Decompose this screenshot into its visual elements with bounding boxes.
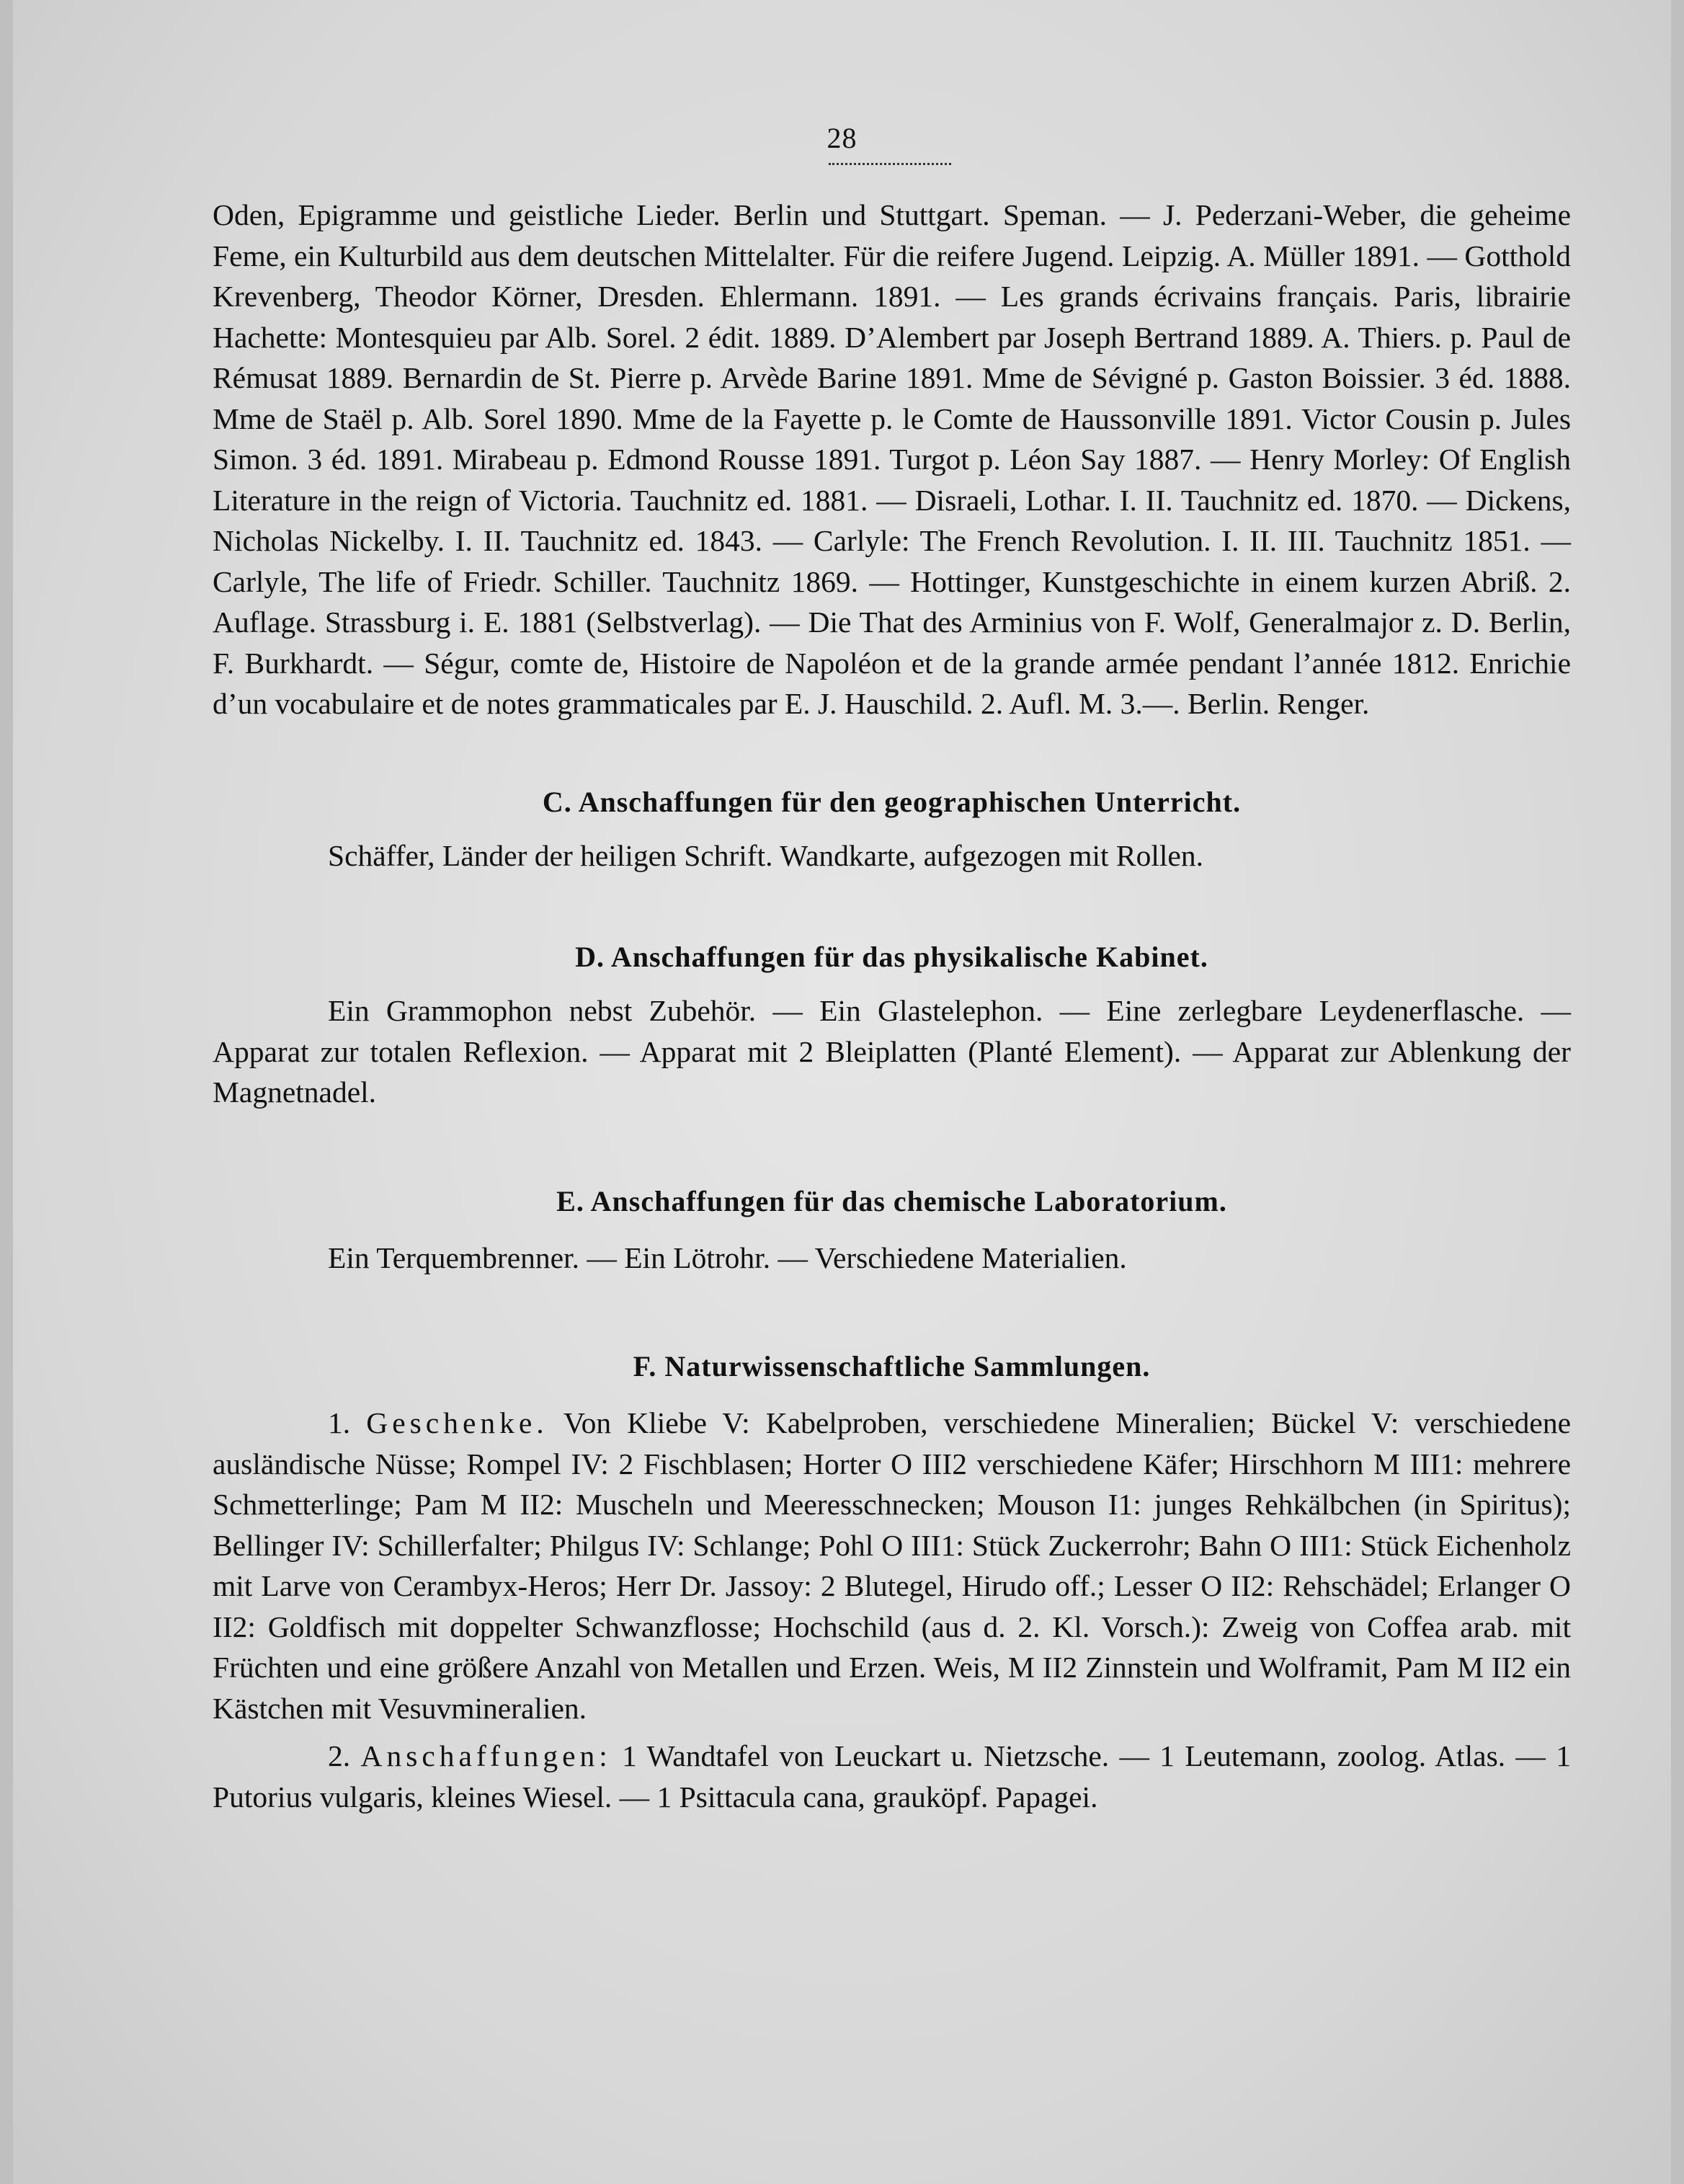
- section-c-text: Schäffer, Länder der heiligen Schrift. Wandkarte, aufgezogen mit Rollen.: [328, 838, 1203, 872]
- intro-paragraph: Oden, Epigramme und geistliche Lieder. Berlin und Stuttgart. Speman. — J. Pederzani-Weber, die geheime Feme, ein Kulturbild aus dem deutschen Mittelalter. Für die reifere Jugend. Leipzig. A. Müller 1891. — Gotthold Krevenberg, Theodor Körner, Dresden. Ehlermann. 1891. — Les grands écrivains français. Paris, librairie Hachette: Montesquieu par Alb. Sorel. 2 édit. 1889. D’Alembert par Joseph Bertrand 1889. A. Thiers. p. Paul de Rémusat 1889. Bernardin de St. Pierre p. Arvède Barine 1891. Mme de Sévigné p. Gaston Boissier. 3 éd. 1888. Mme de Staël p. Alb. Sorel 1890. Mme de la Fayette p. le Comte de Haussonville 1891. Victor Cousin p. Jules Simon. 3 éd. 1891. Mirabeau p. Edmond Rousse 1891. Turgot p. Léon Say 1887. — Henry Morley: Of English Literature in the reign of Victoria. Tauchnitz ed. 1881. — Disraeli, Lothar. I. II. Tauchnitz ed. 1870. — Dickens, Nicholas Nickelby. I. II. Tauchnitz ed. 1843. — Carlyle: The French Revolution. I. II. III. Tauchnitz 1851. — Carlyle, The life of Friedr. Schiller. Tauchnitz 1869. — Hottinger, Kunstgeschichte in einem kurzen Abriß. 2. Auflage. Strassburg i. E. 1881 (Selbstverlag). — Die That des Arminius von F. Wolf, Generalmajor z. D. Berlin, F. Burkhardt. — Ségur, comte de, Histoire de Napoléon et de la grande armée pendant l’année 1812. Enrichie d’un vocabulaire et de notes grammaticales par E. J. Hauschild. 2. Aufl. M. 3.—. Berlin. Renger.: [213, 198, 1571, 720]
- section-d-text: Ein Grammophon nebst Zubehör. — Ein Glastelephon. — Eine zerlegbare Leydenerflasche. — Apparat zur totalen Reflexion. — Apparat mit 2 Bleiplatten (Planté Element). — Apparat zur Ablenkung der Magnetnadel.: [213, 994, 1571, 1109]
- item-2-number: 2.: [328, 1739, 351, 1772]
- section-f-item-2: [213, 1736, 1571, 1817]
- item-1-label: Geschenke.: [366, 1406, 548, 1439]
- section-f-item-1: [213, 1403, 1571, 1728]
- section-c-heading: C. Anschaffungen für den geographischen Unterricht.: [542, 785, 1242, 818]
- page-content: [213, 195, 1571, 1817]
- section-f-heading: F. Naturwissenschaftliche Sammlungen.: [633, 1350, 1151, 1382]
- item-1-number: 1.: [328, 1406, 351, 1439]
- page-number: 28: [827, 122, 857, 154]
- section-e-heading: E. Anschaffungen für das chemische Laboratorium.: [556, 1184, 1227, 1217]
- item-1-text: Von Kliebe V: Kabelproben, verschiedene Mineralien; Bückel V: verschiedene ausländische Nüsse; Rompel IV: 2 Fischblasen; Horter O III2 verschiedene Käfer; Hirschhorn M III1: mehrere Schmetterlinge; Pam M II2: Muscheln und Meeresschnecken; Mouson I1: junges Rehkälbchen (in Spiritus); Bellinger IV: Schillerfalter; Philgus IV: Schlange; Pohl O III1: Stück Zuckerrohr; Bahn O III1: Stück Eichenholz mit Larve von Cerambyx-Heros; Herr Dr. Jassoy: 2 Blutegel, Hirudo off.; Lesser O II2: Rehschädel; Erlanger O II2: Goldfisch mit doppelter Schwanzflosse; Hochschild (aus d. 2. Kl. Vorsch.): Zweig von Coffea arab. mit Früchten und eine größere Anzahl von Metallen und Erzen. Weis, M II2 Zinnstein und Wolframit, Pam M II2 ein Kästchen mit Vesuvmineralien.: [213, 1406, 1571, 1725]
- scan-edge-right: [1671, 0, 1684, 2184]
- scan-edge-left: [0, 0, 13, 2184]
- item-2-text: 1 Wandtafel von Leuckart u. Nietzsche. — 1 Leutemann, zoolog. Atlas. — 1 Putorius vulgaris, kleines Wiesel. — 1 Psittacula cana, grauköpf. Papagei.: [213, 1739, 1572, 1814]
- page-number-ornament: [829, 163, 951, 165]
- item-2-label: Anschaffungen:: [360, 1739, 612, 1772]
- section-d-heading: D. Anschaffungen für das physikalische Kabinet.: [575, 941, 1208, 973]
- section-e-text: Ein Terquembrenner. — Ein Lötrohr. — Verschiedene Materialien.: [328, 1240, 1127, 1274]
